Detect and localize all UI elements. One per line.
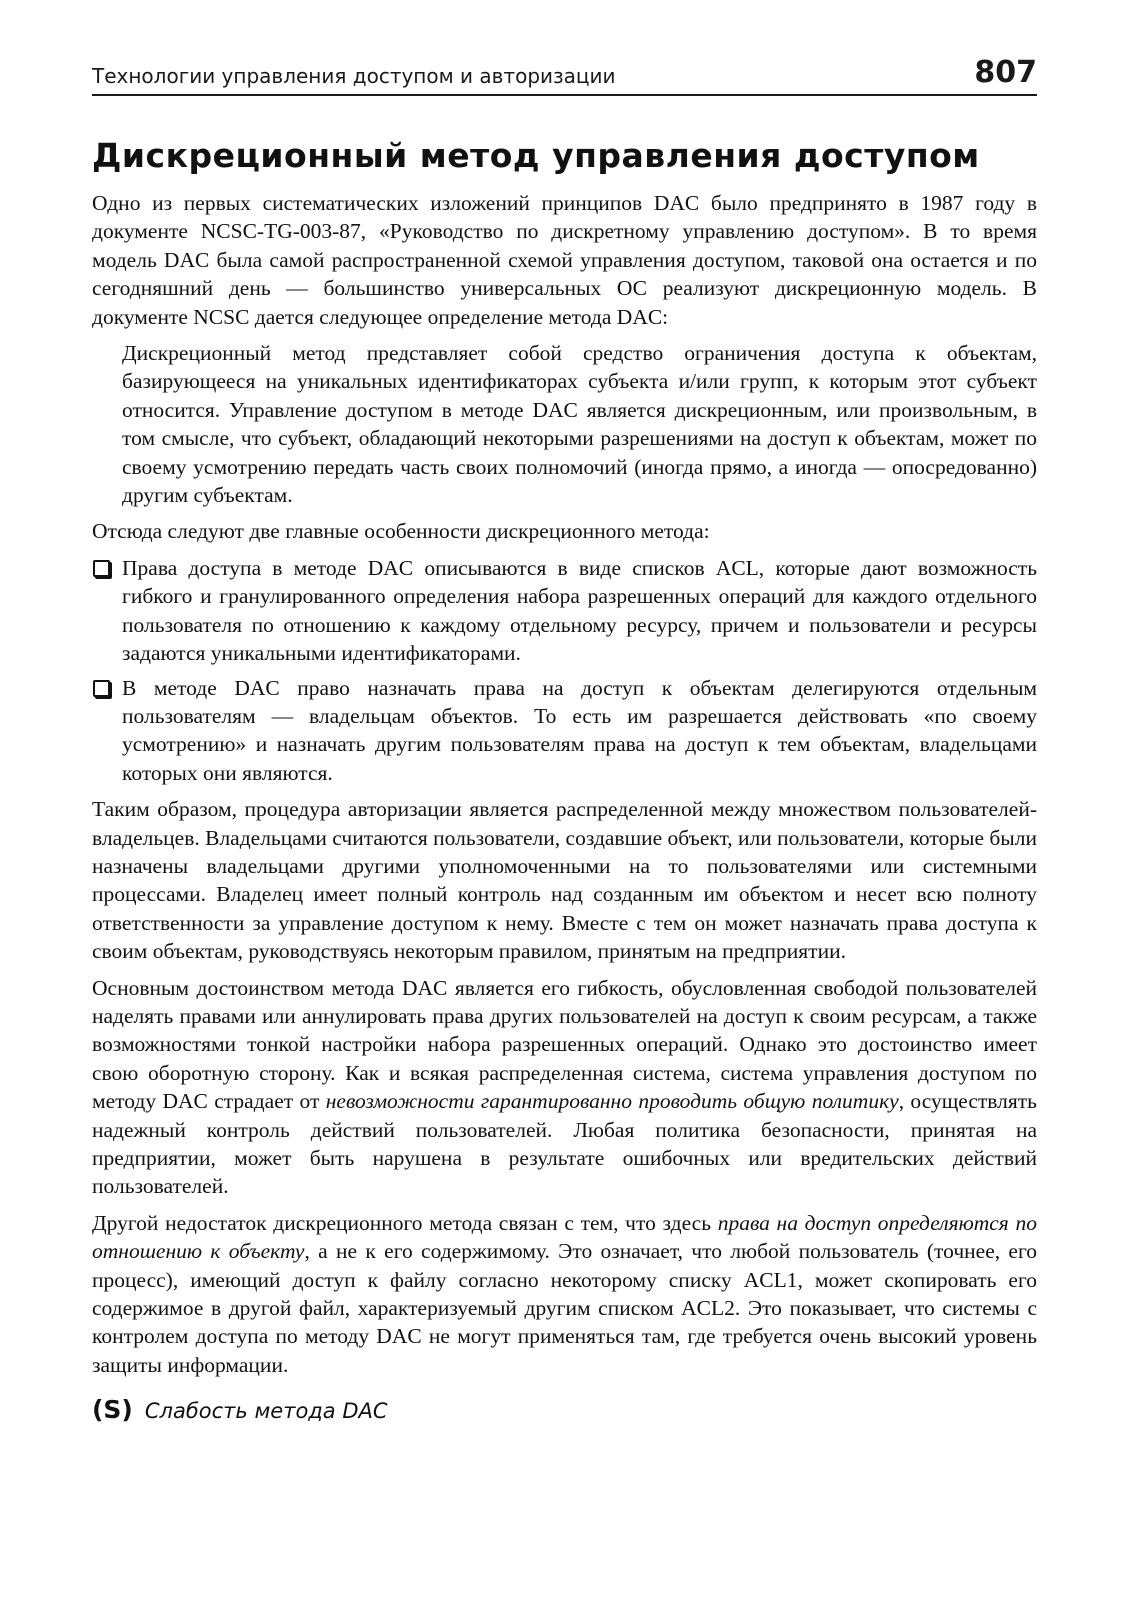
definition-quote: Дискреционный метод представляет собой средство ограничения доступа к объектам, базирующееся на уникальных идентификаторах субъекта и/или групп, к которым этот субъект относится. Управление доступом в методе DAC является дискреционным, или произвольным, в том смысле, что субъект, обладающий некоторыми разрешениями на доступ к объектам, может по своему усмотрению передать часть своих полномочий (иногда прямо, а иногда — опосредованно) другим субъектам.	[122, 341, 1037, 508]
weakness-label: Слабость метода DAC	[144, 1399, 388, 1424]
paragraph-intro: Одно из первых систематических изложений принципов DAC было предпринято в 1987 году в документе NCSC-TG-003-87, «Руководство по дискретному управлению доступом». В то время модель DAC была самой распространенной схемой управления доступом, таковой она остается и по сегодняшний день — большинство универсальных ОС реализуют дискреционную модель. В документе NCSC дается следующее определение метода DAC:	[92, 191, 1037, 329]
list-item	[92, 674, 1037, 788]
page-number: 807	[974, 55, 1037, 90]
weakness-icon: (S)	[92, 1395, 133, 1425]
checkbox-bullet-icon	[93, 680, 110, 697]
features-list	[92, 554, 1037, 787]
paragraph-text: , а не к его содержимому. Это означает, что любой пользователь (точнее, его процесс), имеющий доступ к файлу согласно некоторому списку ACL1, может скопировать его содержимое в другой файл, характеризуемый другим списком ACL2. Это показывает, что системы с контролем доступа по методу DAC не могут применяться там, где требуется очень высокий уровень защиты информации.	[92, 1239, 1037, 1377]
book-page	[92, 55, 1037, 1425]
paragraph-features-lead: Отсюда следуют две главные особенности дискреционного метода:	[92, 519, 710, 544]
paragraph-text: Другой недостаток дискреционного метода связан с тем, что здесь	[92, 1210, 718, 1235]
section-title: Дискреционный метод управления доступом	[92, 136, 980, 175]
list-item	[92, 554, 1037, 668]
paragraph-advantages	[92, 974, 1037, 1201]
weakness-callout	[92, 1395, 1037, 1424]
list-item-text: Права доступа в методе DAC описываются в виде списков ACL, которые дают возможность гибкого и гранулированного определения набора разрешенных операций для каждого отдельного пользователя по отношению к каждому отдельному ресурсу, причем и пользователи и ресурсы задаются уникальными идентификаторами.	[122, 555, 1037, 666]
running-title: Технологии управления доступом и авторизации	[92, 64, 616, 88]
section-body	[92, 189, 1037, 1379]
emphasis-text: невозможности гарантированно проводить общую политику	[325, 1089, 899, 1114]
list-item-text: В методе DAC право назначать права на доступ к объектам делегируются отдельным пользователям — владельцам объектов. То есть им разрешается действовать «по своему усмотрению» и назначать другим пользователям права на доступ к тем объектам, владельцами которых они являются.	[122, 675, 1037, 785]
paragraph-disadvantage	[92, 1209, 1037, 1379]
paragraph-text: , осуществлять надежный контроль действий пользователей. Любая политика безопасности, принятая на предприятии, может быть нарушена в результате ошибочных или вредительских действий пользователей.	[92, 1089, 1037, 1199]
running-header	[92, 55, 1037, 96]
emphasis-text: права на доступ определяются по отношению к объекту	[92, 1210, 1037, 1264]
checkbox-bullet-icon	[93, 560, 110, 577]
paragraph-text: Основным достоинством метода DAC является его гибкость, обусловленная свободой пользователей наделять правами или аннулировать права других пользователей на доступ к своим ресурсам, а также возможностями тонкой настройки набора разрешенных операций. Однако это достоинство имеет свою оборотную сторону. Как и всякая распределенная система, система управления доступом по методу DAC страдает от	[92, 975, 1037, 1114]
paragraph-authorization: Таким образом, процедура авторизации является распределенной между множеством пользователей-владельцев. Владельцами считаются пользователи, создавшие объект, или пользователи, которые были назначены владельцами другими уполномоченными на то пользователями или системными процессами. Владелец имеет полный контроль над созданным им объектом и несет всю полноту ответственности за управление доступом к нему. Вместе с тем он может назначать права доступа к своим объектам, руководствуясь некоторым правилом, принятым на предприятии.	[92, 797, 1037, 964]
